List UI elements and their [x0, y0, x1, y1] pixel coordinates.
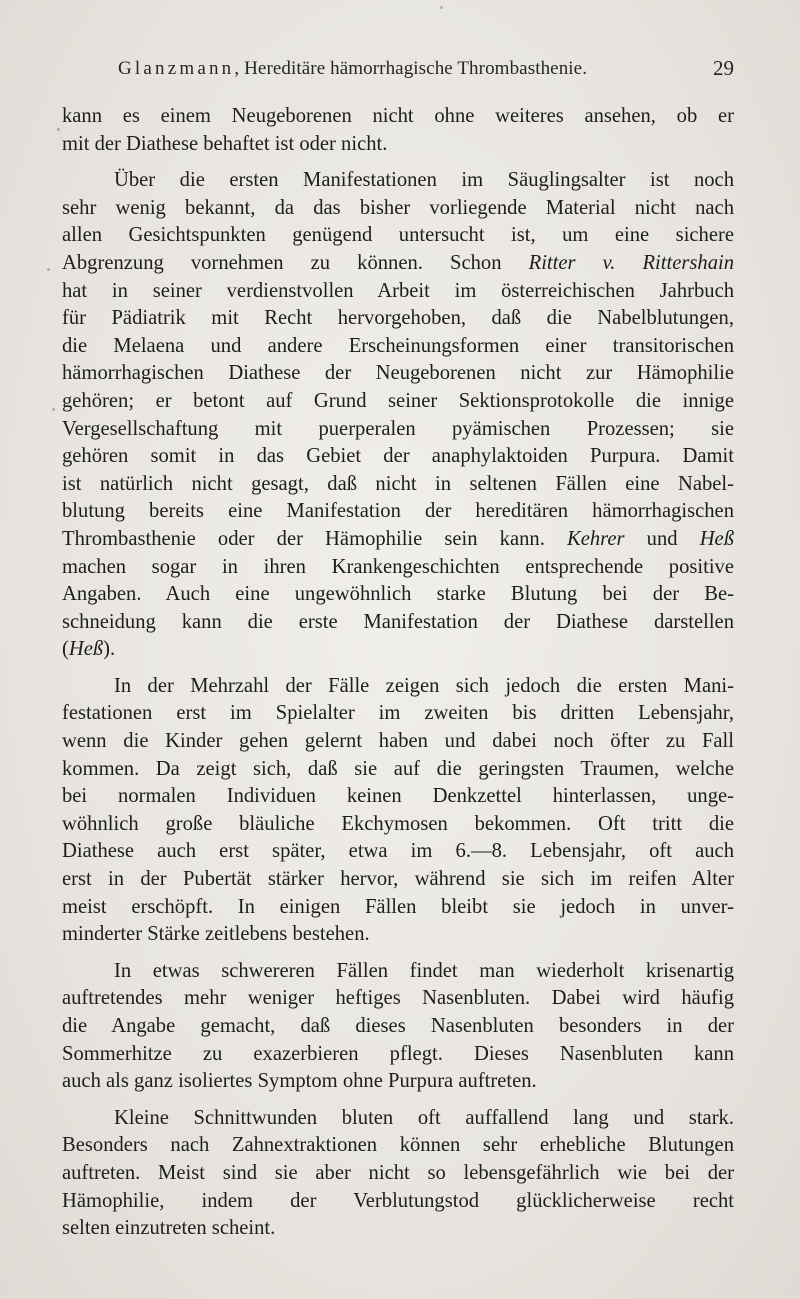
text-line: In der Mehrzahl der Fälle zeigen sich jedoch die ersten Mani- — [114, 674, 734, 697]
text-line: hat in seiner verdienstvollen Arbeit im österreichischen Jahrbuch — [62, 279, 734, 302]
text-line: machen sogar in ihren Krankengeschichten entsprechende positive — [62, 555, 734, 578]
text-line: Sommerhitze zu exazerbieren pflegt. Dieses Nasenbluten kann — [62, 1042, 734, 1065]
text-line: wenn die Kinder gehen gelernt haben und dabei noch öfter zu Fall — [62, 730, 734, 753]
text-line: ist natürlich nicht gesagt, daß nicht in seltenen Fällen eine Nabel- — [62, 472, 734, 495]
text-line: für Pädiatrik mit Recht hervorgehoben, daß die Nabelblutungen, — [62, 307, 734, 330]
text-line: Kleine Schnittwunden bluten oft auffallend lang und stark. — [114, 1106, 734, 1129]
text-line: In etwas schwereren Fällen findet man wiederholt krisenartig — [114, 959, 734, 982]
text-line: Besonders nach Zahnextraktionen können sehr erhebliche Blutungen — [62, 1134, 734, 1157]
header-title: , Hereditäre hämorrhagische Thrombasthenie. — [234, 58, 588, 79]
page-number: 29 — [713, 56, 734, 80]
text-line: kommen. Da zeigt sich, daß sie auf die geringsten Traumen, welche — [62, 757, 734, 780]
text-line: schneidung kann die erste Manifestation der Diathese darstellen — [62, 610, 734, 633]
paragraph — [62, 673, 734, 949]
paragraph — [62, 103, 734, 158]
text-line: Über die ersten Manifestationen im Säuglingsalter ist noch — [114, 169, 734, 192]
running-head — [118, 58, 587, 80]
text-line: blutung bereits eine Manifestation der hereditären hämorrhagischen — [62, 500, 734, 523]
paragraph — [62, 167, 734, 664]
body-text — [62, 103, 734, 1243]
text-line: festationen erst im Spielalter im zweiten bis dritten Lebensjahr, — [62, 702, 734, 725]
text-line: (Heß). — [62, 638, 116, 661]
text-line: die Angabe gemacht, daß dieses Nasenbluten besonders in der — [62, 1015, 734, 1037]
paragraph — [62, 1105, 734, 1243]
text-line: auch als ganz isoliertes Symptom ohne Purpura auftreten. — [62, 1070, 537, 1093]
paper-speck — [52, 408, 55, 411]
page-header — [118, 58, 736, 86]
text-line: meist erschöpft. In einigen Fällen bleibt sie jedoch in unver- — [62, 895, 734, 918]
paper-speck — [47, 268, 50, 271]
text-line: selten einzutreten scheint. — [62, 1217, 276, 1240]
text-line: Angaben. Auch eine ungewöhnlich starke Blutung bei der Be- — [62, 583, 734, 606]
text-line: wöhnlich große bläuliche Ekchymosen bekommen. Oft tritt die — [62, 812, 734, 835]
text-line: erst in der Pubertät stärker hervor, während sie sich im reifen Alter — [62, 868, 734, 891]
text-line: Thrombasthenie oder der Hämophilie sein kann. Kehrer und Heß — [62, 527, 734, 550]
paragraph — [62, 958, 734, 1096]
text-line: Hämophilie, indem der Verblutungstod glücklicherweise recht — [62, 1189, 734, 1212]
text-line: auftretendes mehr weniger heftiges Nasenbluten. Dabei wird häufig — [62, 987, 734, 1010]
text-line: allen Gesichtspunkten genügend untersucht ist, um eine sichere — [62, 224, 734, 247]
text-line: Vergesellschaftung mit puerperalen pyämischen Prozessen; sie — [62, 417, 734, 440]
text-line: gehören; er betont auf Grund seiner Sektionsprotokolle die innige — [62, 389, 734, 412]
text-line: auftreten. Meist sind sie aber nicht so lebensgefährlich wie bei der — [62, 1161, 734, 1184]
text-line: gehören somit in das Gebiet der anaphylaktoiden Purpura. Damit — [62, 445, 734, 468]
text-line: die Melaena und andere Erscheinungsformen einer transitorischen — [62, 334, 734, 357]
text-line: kann es einem Neugeborenen nicht ohne weiteres ansehen, ob er — [62, 105, 734, 127]
text-line: sehr wenig bekannt, da das bisher vorliegende Material nicht nach — [62, 196, 734, 219]
paper-speck — [440, 6, 443, 9]
text-line: hämorrhagischen Diathese der Neugeborenen nicht zur Hämophilie — [62, 362, 734, 385]
header-author: Glanzmann — [118, 58, 235, 79]
text-line: mit der Diathese behaftet ist oder nicht. — [62, 132, 388, 155]
text-line: Abgrenzung vornehmen zu können. Schon Ritter v. Rittershain — [62, 251, 735, 274]
text-line: Diathese auch erst später, etwa im 6.—8. Lebensjahr, oft auch — [62, 840, 734, 863]
paper-speck — [57, 128, 60, 131]
text-line: minderter Stärke zeitlebens bestehen. — [62, 923, 370, 946]
text-line: bei normalen Individuen keinen Denkzettel hinterlassen, unge- — [62, 785, 734, 808]
